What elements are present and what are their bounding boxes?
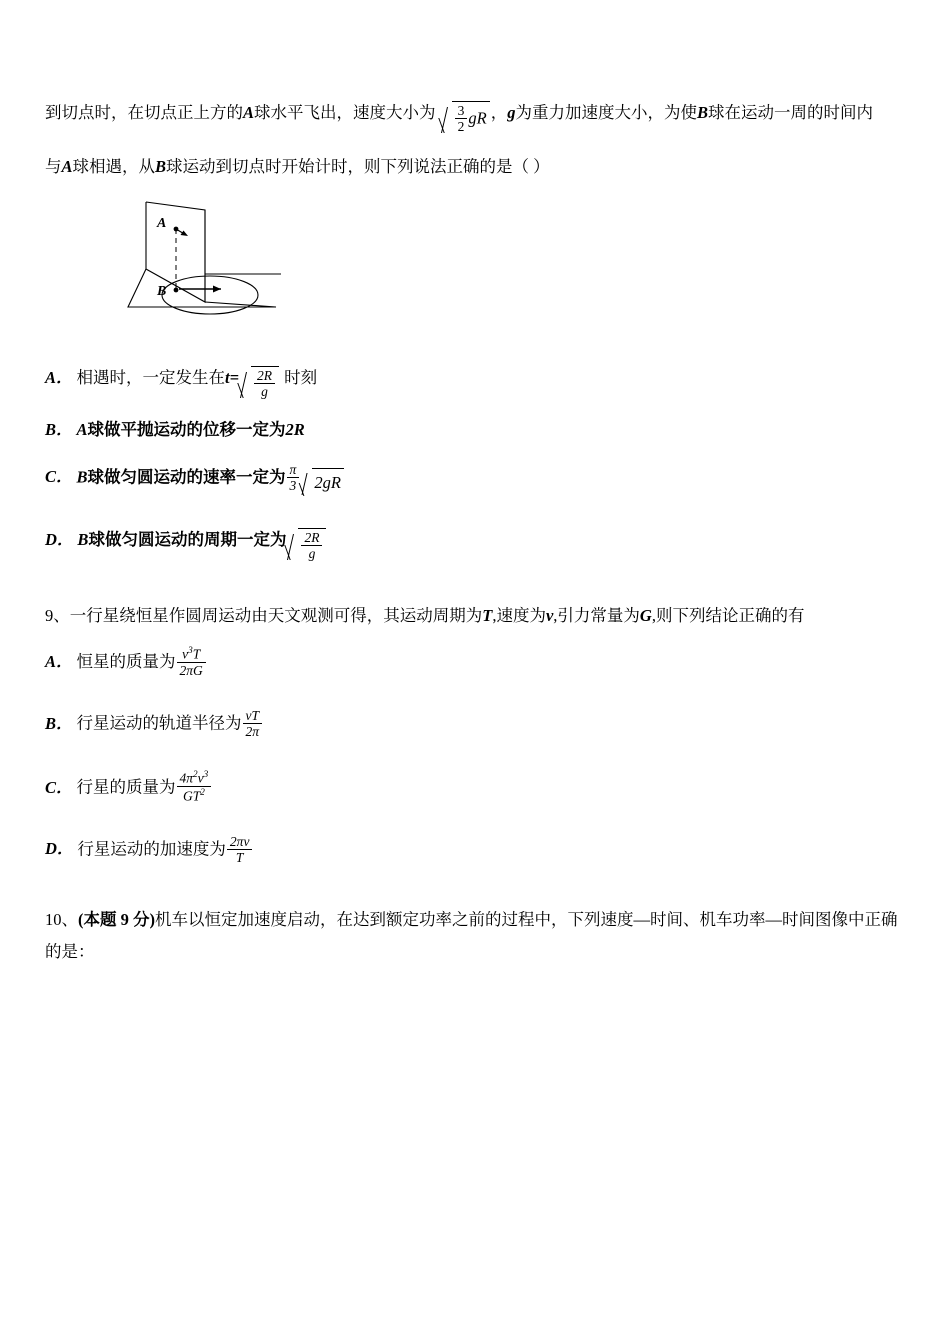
q9-var-G: G — [639, 605, 652, 625]
q9-option-C-text: 行星的质量为 — [76, 778, 176, 797]
q9-optB-den: 2π — [243, 723, 263, 739]
q9-stem — [45, 603, 910, 629]
q9-option-C — [45, 769, 910, 803]
q8-option-D-text: 球做匀圆运动的周期一定为 — [88, 529, 287, 549]
intro2-text-1: 与 — [45, 157, 62, 177]
q8-option-B — [45, 417, 910, 443]
intro-paragraph — [45, 100, 910, 134]
intro-sqrt-expression — [441, 101, 490, 134]
q9-optB-num: vT — [245, 708, 260, 724]
q9-var-v: v — [545, 605, 554, 625]
q9-number: 9、 — [45, 605, 70, 625]
q8-option-A — [45, 365, 910, 399]
q8-option-A-var: t= — [225, 367, 240, 387]
intro2-text-3: 球运动到切点时开始计时，则下列说法正确的是（ ） — [166, 157, 550, 177]
q9-optC-num-sup2: 3 — [203, 769, 209, 780]
q9-option-D-fraction — [227, 834, 253, 865]
q8-option-B-value: 2R — [285, 420, 305, 440]
intro-text-3: ， — [490, 103, 508, 122]
q8-option-D-fraction: $\frac{2R}{g}$ — [301, 530, 322, 561]
intro-paragraph-2 — [45, 154, 910, 180]
intro-sqrt-tail: gR — [468, 108, 487, 128]
q9-option-A-label: A． — [45, 652, 73, 672]
q8-option-A-label: A． — [45, 367, 73, 387]
q8-option-D — [45, 527, 910, 561]
q9-optC-den-sup: 2 — [200, 786, 205, 797]
intro-text-4: 为重力加速度大小，为使 — [515, 103, 697, 122]
q8-option-D-sqrt — [287, 528, 326, 561]
q9-text-c: ,引力常量为 — [553, 605, 640, 625]
q10-stem-line2 — [45, 939, 910, 965]
q9-option-C-label: C． — [45, 778, 73, 797]
q10-text-b: 的是： — [45, 942, 95, 962]
q9-option-B — [45, 708, 910, 739]
q9-optA-num-base: v — [182, 646, 189, 662]
q9-option-B-fraction — [243, 708, 263, 739]
inclined-plane-circle-diagram — [93, 194, 323, 344]
figure-label-B: B — [157, 283, 167, 299]
intro-var-A1: A — [243, 103, 255, 122]
q10-number: 10、 — [45, 909, 78, 929]
intro-var-g: g — [507, 103, 516, 122]
q8-option-A-text-after: 时刻 — [284, 367, 318, 387]
intro-text-1: 到切点时，在切点正上方的 — [45, 103, 243, 122]
q9-optA-num-sup: 3 — [188, 645, 193, 656]
intro-fraction: $\frac{3}{2}$ — [455, 103, 468, 134]
q9-option-D-text: 行星运动的加速度为 — [77, 839, 226, 859]
q8-option-C-sqrt: 2gR — [301, 468, 344, 496]
intro2-var-B: B — [155, 157, 167, 177]
document-content — [45, 100, 910, 972]
q8-option-C-fraction: $\frac{\pi}{3}$ — [287, 462, 300, 493]
figure-container — [93, 194, 910, 349]
q9-option-D — [45, 834, 910, 865]
q9-optA-den: 2πG — [177, 662, 206, 678]
q8-option-A-sqrt — [240, 366, 279, 399]
q8-option-D-label: D． — [45, 529, 74, 549]
q9-option-A — [45, 645, 910, 678]
q10-bold-part: (本题 9 分) — [78, 909, 155, 929]
intro-text-5: 球在运动一周的时间内 — [708, 103, 874, 122]
q8-option-B-text: 球做平抛运动的位移一定为 — [87, 420, 286, 440]
intro2-var-A: A — [61, 157, 73, 177]
q9-optC-num-pre: 4π — [179, 770, 194, 786]
q8-option-B-label: B． — [45, 420, 73, 440]
q9-option-A-fraction — [177, 645, 206, 678]
q10-text-a: 机车以恒定加速度启动，在达到额定功率之前的过程中，下列速度—时间、机车功率—时间图像中正确 — [155, 909, 898, 929]
q9-optC-num-mid: v — [197, 770, 204, 786]
q9-text-d: ,则下列结论正确的有 — [651, 605, 805, 625]
q9-option-B-label: B． — [45, 713, 73, 733]
q9-optC-den-pre: GT — [182, 788, 201, 804]
q9-option-A-text: 恒星的质量为 — [76, 652, 176, 672]
q9-optD-den: T — [227, 849, 253, 865]
q8-option-C-label: C． — [45, 467, 73, 487]
q9-option-C-fraction — [177, 769, 212, 803]
q9-optD-num: 2πv — [229, 833, 250, 849]
figure-label-A: A — [157, 215, 167, 231]
q9-option-D-label: D． — [45, 839, 74, 859]
q8-option-D-var: B — [77, 529, 89, 549]
q9-optA-num-tail: T — [192, 646, 201, 662]
intro-text-2: 球水平飞出，速度大小为 — [254, 103, 436, 122]
q9-optC-num-sup1: 2 — [193, 769, 198, 780]
q9-option-B-text: 行星运动的轨道半径为 — [76, 713, 242, 733]
q10-stem — [45, 907, 910, 933]
q8-option-A-fraction: $\frac{2R}{g}$ — [254, 368, 275, 399]
intro-var-B1: B — [697, 103, 709, 122]
q9-text-b: ,速度为 — [492, 605, 546, 625]
intro2-text-2: 球相遇，从 — [72, 157, 156, 177]
q9-text-a: 一行星绕恒星作圆周运动由天文观测可得，其运动周期为 — [69, 605, 483, 625]
q8-option-B-var: A — [76, 420, 88, 440]
q8-option-C — [45, 462, 910, 497]
q8-option-C-var: B — [76, 467, 88, 487]
q8-option-C-text: 球做匀圆运动的速率一定为 — [87, 467, 286, 487]
q8-option-A-text-before: 相遇时，一定发生在 — [76, 367, 226, 387]
q9-var-T: T — [482, 605, 493, 625]
